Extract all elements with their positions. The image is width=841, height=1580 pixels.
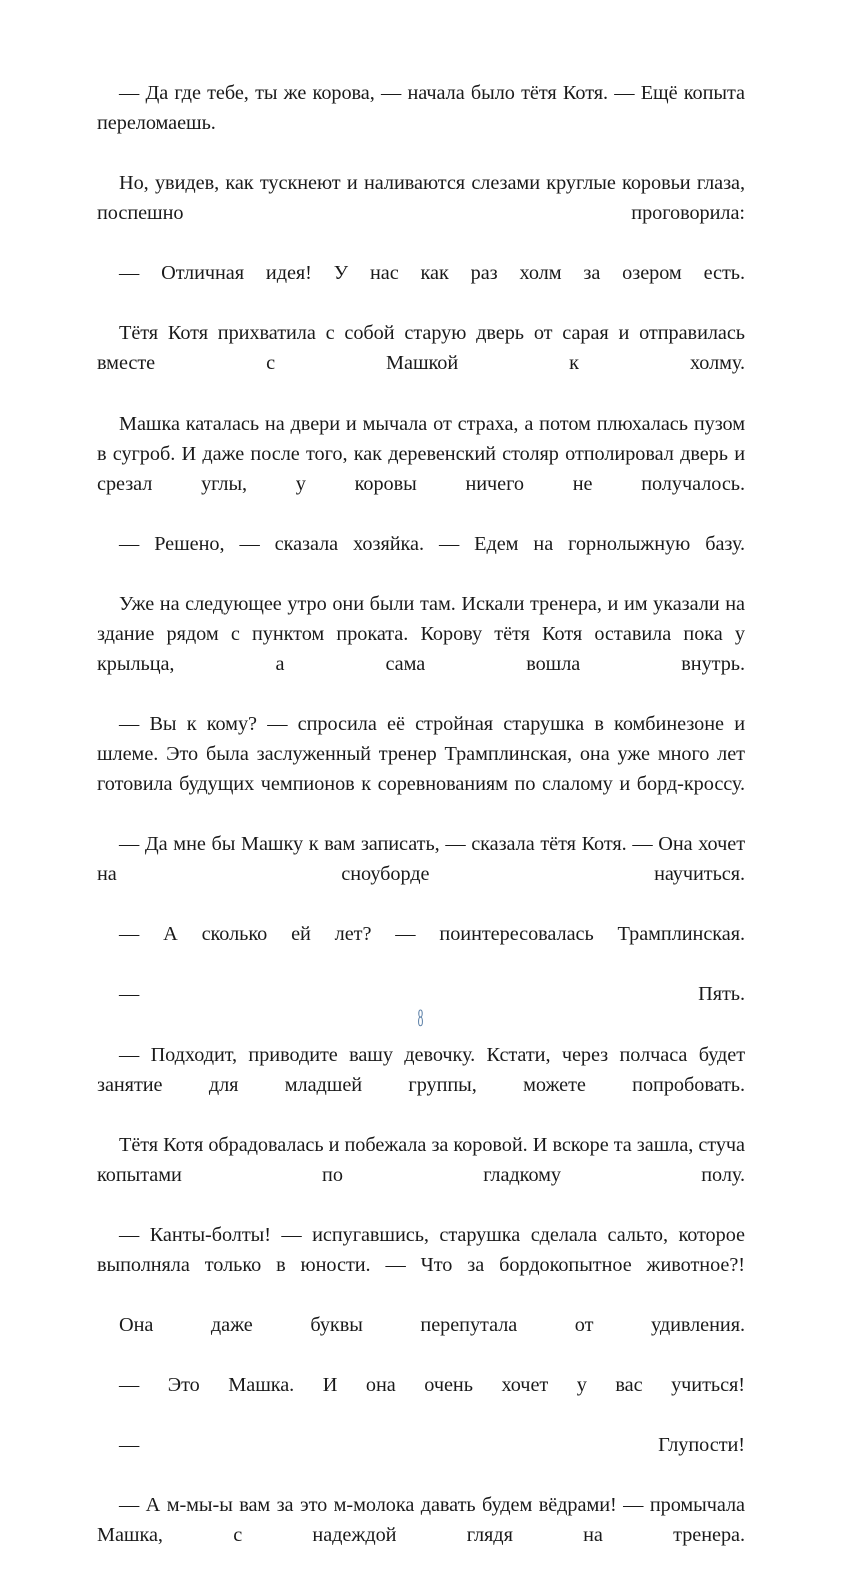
paragraph: — Глупости! [119,1434,745,1457]
page-text-block [97,78,745,1580]
paragraph: — Вы к кому? — спросила её стройная старушка в комбинезоне и шлеме. Это была заслуженный тренер Трамплинская, она уже много лет готовила будущих чемпионов к соревнованиям по слалому и борд-кроссу. [97,712,745,796]
paragraph: — Пять. [119,983,745,1006]
page-number: 8 [417,1005,424,1032]
paragraph: Но, увидев, как тускнеют и наливаются слезами круглые коровьи глаза, поспешно проговорила: [97,172,745,225]
paragraph: — Да мне бы Машку к вам записать, — сказала тётя Котя. — Она хочет на сноуборде научиться. [97,833,745,886]
paragraph: Тётя Котя прихватила с собой старую дверь от сарая и отправилась вместе с Машкой к холму. [97,322,745,375]
paragraph: — А сколько ей лет? — поинтересовалась Трамплинская. [119,923,745,946]
paragraph: Уже на следующее утро они были там. Искали тренера, и им указали на здание рядом с пунктом проката. Корову тётя Котя оставила пока у крыльца, а сама вошла внутрь. [97,592,745,675]
paragraph: — Это Машка. И она очень хочет у вас учиться! [119,1374,745,1397]
paragraph: — Отличная идея! У нас как раз холм за озером есть. [119,262,745,285]
paragraph: Она даже буквы перепутала от удивления. [119,1313,745,1336]
paragraph: — Подходит, приводите вашу девочку. Кстати, через полчаса будет занятие для младшей группы, можете попробовать. [97,1043,745,1096]
paragraph: — Да где тебе, ты же корова, — начала было тётя Котя. — Ещё копыта переломаешь. [97,82,745,135]
paragraph: Машка каталась на двери и мычала от страха, а потом плюхалась пузом в сугроб. И даже после того, как деревенский столяр отполировал дверь и срезал углы, у коровы ничего не получалось. [97,412,745,495]
paragraph: Тётя Котя обрадовалась и побежала за коровой. И вскоре та зашла, стуча копытами по гладкому полу. [97,1133,745,1186]
paragraph: — Канты-болты! — испугавшись, старушка сделала сальто, которое выполняла только в юности. — Что за бордокопытное животное?! [97,1223,745,1276]
paragraph: — Решено, — сказала хозяйка. — Едем на горнолыжную базу. [119,532,745,555]
paragraph: — А м-мы-ы вам за это м-молока давать будем вёдрами! — промычала Машка, с надеждой глядя на тренера. [97,1494,745,1547]
